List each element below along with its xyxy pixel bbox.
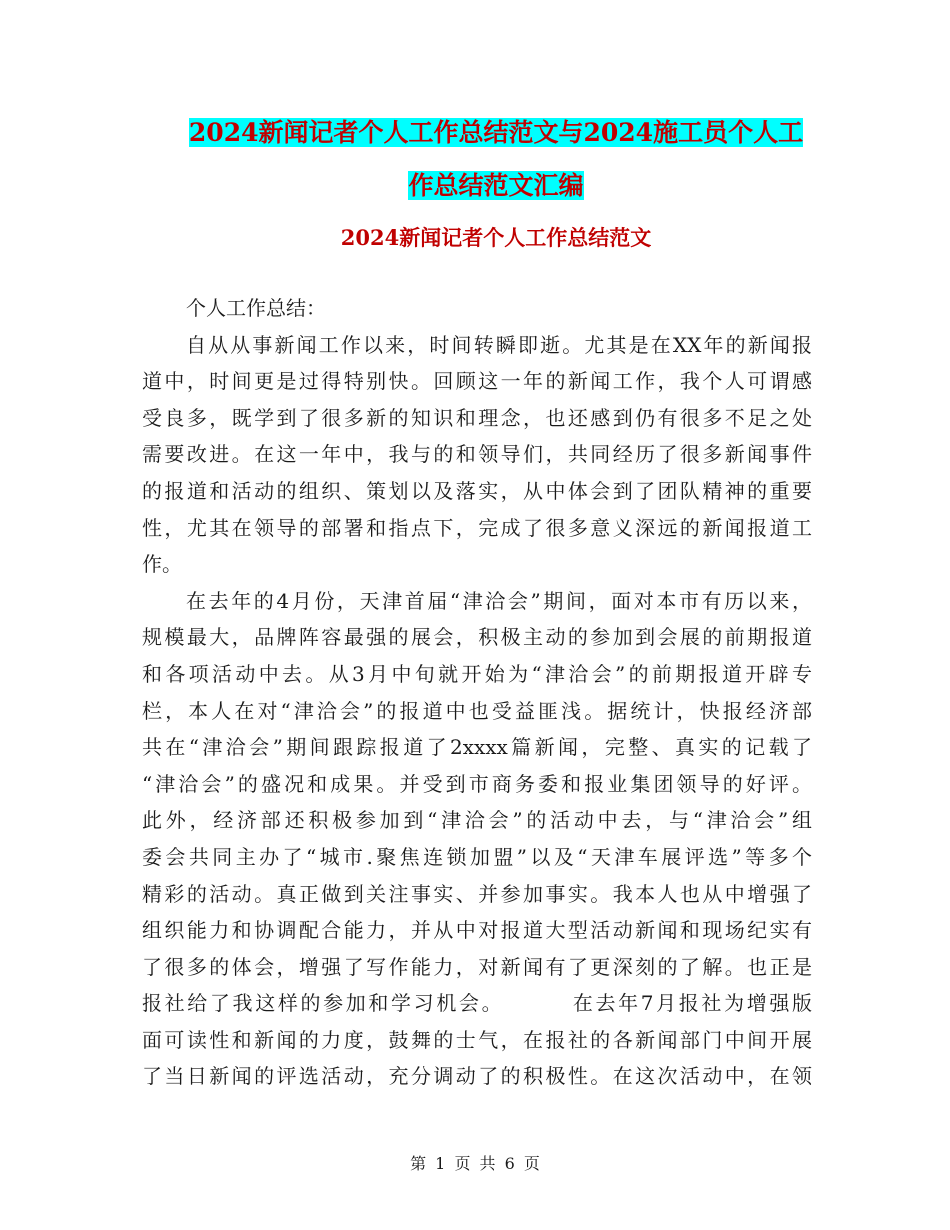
text-line: 了当日新闻的评选活动，充分调动了的积极性。在这次活动中，在领 (142, 1064, 812, 1089)
text-line: 精彩的活动。真正做到关注事实、并参加事实。我本人也从中增强了 (142, 881, 812, 906)
text-line: 在去年的4月份，天津首届“津洽会”期间，面对本市有历以来， (186, 588, 812, 613)
text-line (142, 985, 812, 1022)
text-segment: 报社给了我这样的参加和学习机会。 (142, 991, 505, 1016)
text-line: 道中，时间更是过得特别快。回顾这一年的新闻工作，我个人可谓感 (142, 369, 812, 394)
text-line: 组织能力和协调配合能力，并从中对报道大型活动新闻和现场纪实有 (142, 918, 812, 943)
section-title: 2024新闻记者个人工作总结范文 (340, 225, 652, 250)
title-line-2: 作总结范文汇编 (408, 171, 584, 200)
text-line: “津洽会”的盛况和成果。并受到市商务委和报业集团领导的好评。 (142, 771, 812, 796)
text-line: 委会共同主办了“城市.聚焦连锁加盟”以及“天津车展评选”等多个 (142, 844, 812, 869)
text-line: 共在“津洽会”期间跟踪报道了2xxxx篇新闻，完整、真实的记载了 (142, 735, 812, 760)
document-title (140, 106, 852, 212)
text-line: 了很多的体会，增强了写作能力，对新闻有了更深刻的了解。也正是 (142, 954, 812, 979)
text-line: 面可读性和新闻的力度，鼓舞的士气，在报社的各新闻部门中间开展 (142, 1027, 812, 1052)
title-line-1: 2024新闻记者个人工作总结范文与2024施工员个人工 (188, 118, 804, 147)
body-text (142, 290, 812, 1095)
text-line: 栏，本人在对“津洽会”的报道中也受益匪浅。据统计，快报经济部 (142, 698, 812, 723)
page-number-footer: 第 1 页 共 6 页 (410, 1154, 540, 1173)
text-line: 和各项活动中去。从3月中旬就开始为“津洽会”的前期报道开辟专 (142, 661, 812, 686)
text-line: 自从从事新闻工作以来，时间转瞬即逝。尤其是在XX年的新闻报 (186, 332, 812, 357)
text-segment: 在去年7月报社为增强版 (570, 991, 812, 1016)
text-line: 作。 (142, 552, 182, 577)
text-line: 此外，经济部还积极参加到“津洽会”的活动中去，与“津洽会”组 (142, 808, 812, 833)
text-line: 性，尤其在领导的部署和指点下，完成了很多意义深远的新闻报道工 (142, 515, 812, 540)
text-line: 需要改进。在这一年中，我与的和领导们，共同经历了很多新闻事件 (142, 442, 812, 467)
text-line: 的报道和活动的组织、策划以及落实，从中体会到了团队精神的重要 (142, 478, 812, 503)
text-line: 受良多，既学到了很多新的知识和理念，也还感到仍有很多不足之处 (142, 405, 812, 430)
text-line: 个人工作总结： (186, 296, 326, 320)
text-line: 规模最大，品牌阵容最强的展会，积极主动的参加到会展的前期报道 (142, 625, 812, 650)
